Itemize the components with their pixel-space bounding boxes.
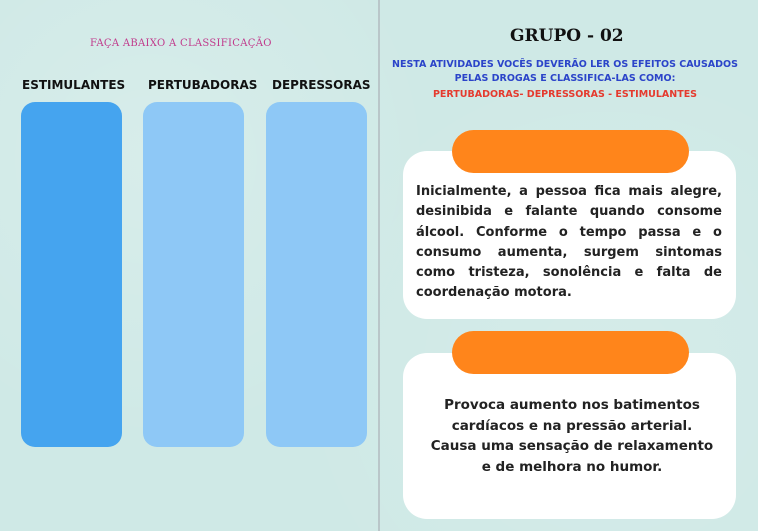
drop-zone-depressoras[interactable] [266, 102, 367, 447]
card-1-label-slot[interactable] [452, 130, 689, 173]
group-title: GRUPO - 02 [510, 26, 624, 46]
column-title-estimulantes: ESTIMULANTES [22, 78, 126, 92]
instruction-line-2: PELAS DROGAS E CLASSIFICA-LAS COMO: [454, 73, 676, 84]
classification-instruction: FAÇA ABAIXO A CLASSIFICAÇÃO [90, 38, 272, 49]
card-2-label-slot[interactable] [452, 331, 689, 374]
instruction-line-3: PERTUBADORAS- DEPRESSORAS - ESTIMULANTES [432, 89, 698, 100]
center-divider [378, 0, 380, 531]
column-title-depressoras: DEPRESSORAS [272, 78, 371, 92]
instruction-line-1: NESTA ATIVIDADES VOCÊS DEVERÃO LER OS EFEITOS CAUSADOS [392, 59, 738, 70]
column-title-pertubadoras: PERTUBADORAS [148, 78, 258, 92]
drop-zone-estimulantes[interactable] [21, 102, 122, 447]
drop-zone-pertubadoras[interactable] [143, 102, 244, 447]
effect-card-2-text: Provoca aumento nos batimentos cardíacos e na pressão arterial. Causa uma sensação de relaxamento e de melhora no humor. [430, 397, 714, 475]
effect-card-1-text: Inicialmente, a pessoa fica mais alegre, desinibida e falante quando consome álcool. Conforme o tempo passa e o consumo aumenta, surgem sintomas como tristeza, sonolência e falta de coordenação motora. [416, 184, 722, 301]
